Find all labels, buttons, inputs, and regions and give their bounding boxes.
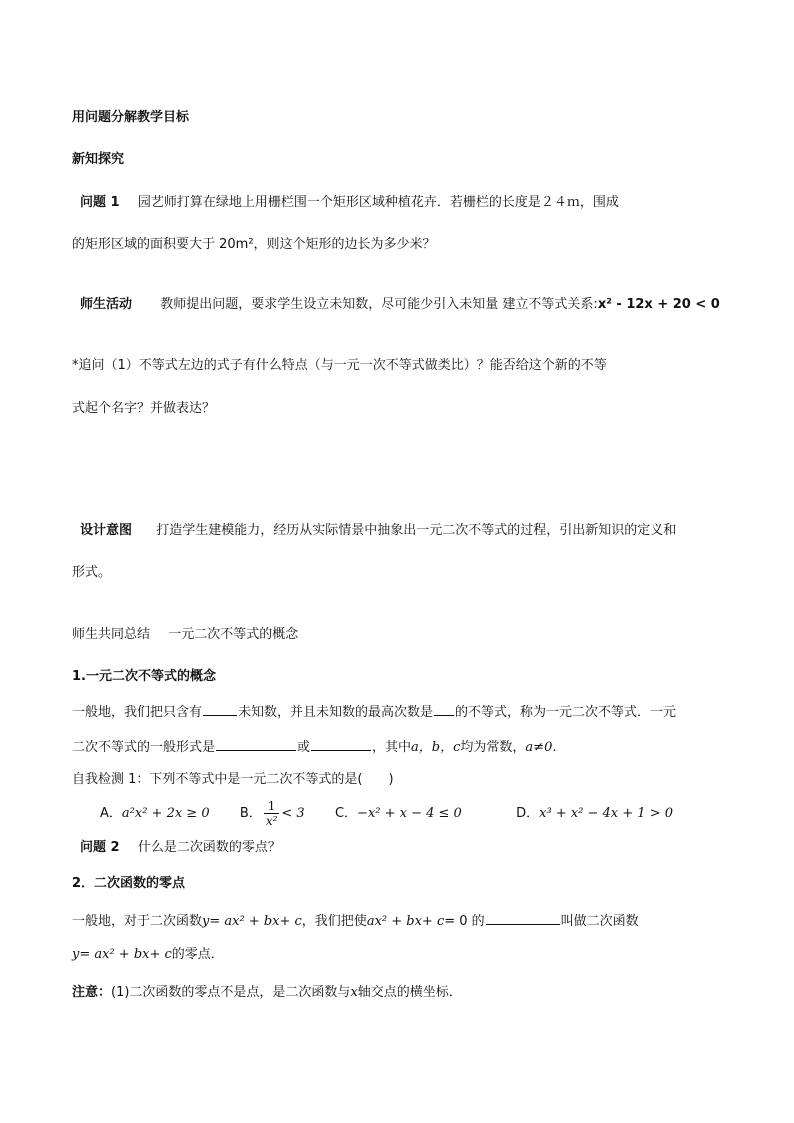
text-segment: 一般地，我们把只含有	[72, 705, 203, 720]
text-segment: 一般地，对于二次函数	[72, 914, 203, 929]
text-segment: 叫做二次函数	[560, 914, 639, 929]
text-segment: = 0 的	[444, 914, 485, 929]
section-2-para-line-2	[72, 946, 224, 964]
variables: a，b，c	[411, 740, 461, 755]
self-check-options	[100, 796, 673, 832]
option-expression: x³ + x² − 4x + 1 > 0	[539, 806, 673, 821]
fill-blank	[203, 702, 237, 716]
fill-blank	[311, 737, 371, 751]
text-segment: 二次不等式的一般形式是	[72, 740, 216, 755]
teacher-student-activity	[80, 296, 720, 314]
section-2-para-line-1	[72, 911, 639, 931]
option-label: A．	[100, 806, 122, 821]
problem-2-label: 问题 2	[80, 840, 120, 855]
text-segment: ，我们把使	[301, 914, 367, 929]
fill-blank	[216, 737, 296, 751]
summary-text: 一元二次不等式的概念	[168, 627, 299, 642]
denominator: x²	[265, 814, 278, 828]
option-d[interactable]	[516, 806, 673, 821]
note-line	[72, 984, 462, 1002]
text-segment: 或	[297, 740, 311, 755]
problem-2	[80, 839, 281, 857]
text-segment: (1)二次函数的零点不是点，是二次函数与	[111, 985, 351, 1000]
option-expression: a²x² + 2x ≥ 0	[121, 806, 210, 821]
quadratic-function: y= ax² + bx+ c	[202, 914, 302, 929]
option-label: D．	[516, 806, 540, 821]
section-1-title: 1.一元二次不等式的概念	[72, 669, 216, 684]
followup-line-1: *追问（1）不等式左边的式子有什么特点（与一元一次不等式做类比）？能否给这个新的不等	[72, 358, 607, 373]
text-segment: 轴交点的横坐标．	[357, 985, 462, 1000]
option-a[interactable]	[100, 806, 210, 821]
quadratic-function: y= ax² + bx+ c	[72, 947, 172, 962]
problem-2-text: 什么是二次函数的零点？	[137, 840, 281, 855]
design-intent-line-1	[80, 522, 676, 540]
axis-variable: x	[350, 985, 358, 1000]
problem-1-line-1	[80, 194, 619, 212]
summary-prefix: 师生共同总结	[72, 627, 151, 642]
option-expression: −x² + x − 4 ≤ 0	[357, 806, 462, 821]
fill-blank	[486, 911, 560, 925]
option-label: C．	[334, 806, 358, 821]
section-2-title: 2．二次函数的零点	[72, 876, 186, 891]
problem-1-text: 园艺师打算在绿地上用栅栏围一个矩形区域种植花卉．若栅栏的长度是２４ｍ，围成	[137, 195, 619, 210]
heading-teaching-goals: 用问题分解教学目标	[72, 110, 190, 125]
design-label: 设计意图	[80, 523, 133, 538]
quadratic-expression: ax² + bx+ c	[366, 914, 445, 929]
option-b[interactable]	[239, 799, 305, 828]
text-segment: 未知数，并且未知数的最高次数是	[238, 705, 434, 720]
condition: a≠0.	[525, 740, 557, 755]
self-check-question: 自我检测 1：下列不等式中是一元二次不等式的是( )	[72, 772, 394, 787]
design-text: 打造学生建模能力，经历从实际情景中抽象出一元二次不等式的过程，引出新知识的定义和	[156, 523, 677, 538]
problem-1-line-2: 的矩形区域的面积要大于 20m²，则这个矩形的边长为多少米？	[72, 237, 436, 252]
section-1-para-line-2	[72, 737, 556, 757]
problem-1-label: 问题 1	[80, 195, 120, 210]
fraction	[264, 799, 280, 828]
activity-label: 师生活动	[80, 297, 133, 312]
text-segment: ，其中	[372, 740, 412, 755]
option-label: B．	[239, 806, 262, 821]
text-segment: 的不等式，称为一元二次不等式．一元	[455, 705, 677, 720]
heading-new-knowledge: 新知探究	[72, 152, 125, 167]
section-1-para-line-1	[72, 702, 676, 722]
summary-line	[72, 626, 298, 644]
text-segment: 均为常数，	[460, 740, 526, 755]
numerator: 1	[267, 799, 276, 813]
note-label: 注意：	[72, 985, 112, 1000]
fill-blank	[434, 702, 454, 716]
inequality-formula: x² - 12x + 20 < 0	[597, 297, 720, 312]
option-c[interactable]	[335, 806, 462, 821]
followup-line-2: 式起个名字？并做表达？	[72, 401, 216, 416]
text-segment: 的零点．	[171, 947, 224, 962]
option-expression: < 3	[281, 806, 305, 821]
design-intent-line-2: 形式。	[72, 565, 112, 580]
activity-text: 教师提出问题，要求学生设立未知数，尽可能少引入未知量 建立不等式关系:	[160, 297, 598, 312]
